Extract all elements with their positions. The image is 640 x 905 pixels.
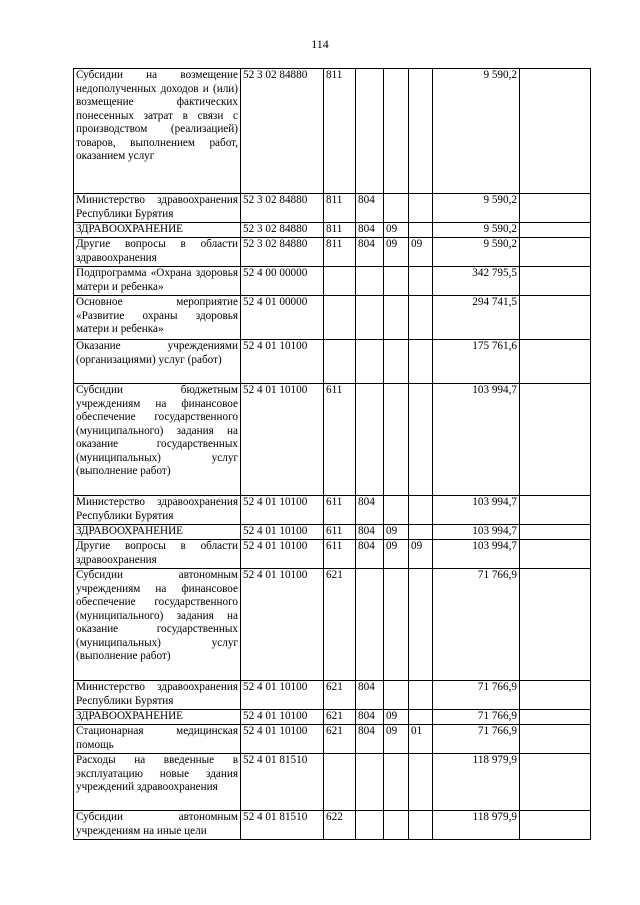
row-amount: 71 766,9	[433, 710, 520, 725]
row-amount: 103 994,7	[433, 384, 520, 496]
row-expense-type: 811	[324, 194, 356, 223]
row-expense-type: 621	[324, 725, 356, 754]
row-code: 52 3 02 84880	[241, 194, 324, 223]
row-expense-type: 611	[324, 384, 356, 496]
table-row	[74, 710, 591, 725]
row-expense-type	[324, 296, 356, 340]
row-subsection: 09	[409, 238, 433, 267]
row-empty-cell	[520, 238, 591, 267]
row-amount: 175 761,6	[433, 340, 520, 384]
row-empty-cell	[520, 340, 591, 384]
row-section	[384, 569, 409, 681]
table-row	[74, 754, 591, 811]
row-department: 804	[356, 525, 384, 540]
table-row	[74, 496, 591, 525]
row-name: Министерство здравоохранения Республики Бурятия	[74, 681, 241, 710]
row-name: ЗДРАВООХРАНЕНИЕ	[74, 525, 241, 540]
row-section: 09	[384, 223, 409, 238]
row-section	[384, 496, 409, 525]
row-expense-type: 611	[324, 540, 356, 569]
row-name: Министерство здравоохранения Республики Бурятия	[74, 194, 241, 223]
row-expense-type	[324, 754, 356, 811]
row-expense-type: 622	[324, 811, 356, 840]
row-section	[384, 194, 409, 223]
row-amount: 71 766,9	[433, 681, 520, 710]
row-department	[356, 296, 384, 340]
row-code: 52 4 01 10100	[241, 725, 324, 754]
row-name: Основное мероприятие «Развитие охраны здоровья матери и ребенка»	[74, 296, 241, 340]
row-amount: 103 994,7	[433, 525, 520, 540]
row-subsection	[409, 681, 433, 710]
row-subsection	[409, 525, 433, 540]
row-name: Другие вопросы в области здравоохранения	[74, 238, 241, 267]
row-department: 804	[356, 725, 384, 754]
row-section	[384, 754, 409, 811]
row-code: 52 4 01 81510	[241, 754, 324, 811]
table-row	[74, 525, 591, 540]
row-empty-cell	[520, 69, 591, 194]
row-name: Оказание учреждениями (организациями) услуг (работ)	[74, 340, 241, 384]
row-empty-cell	[520, 194, 591, 223]
row-code: 52 4 01 00000	[241, 296, 324, 340]
row-empty-cell	[520, 710, 591, 725]
row-expense-type: 621	[324, 569, 356, 681]
row-empty-cell	[520, 267, 591, 296]
row-subsection	[409, 754, 433, 811]
table-row	[74, 725, 591, 754]
row-department	[356, 569, 384, 681]
row-department	[356, 340, 384, 384]
table-row	[74, 238, 591, 267]
row-empty-cell	[520, 569, 591, 681]
table-row	[74, 540, 591, 569]
row-name: Субсидии автономным учреждениям на иные цели	[74, 811, 241, 840]
row-code: 52 4 01 10100	[241, 681, 324, 710]
row-subsection	[409, 811, 433, 840]
row-amount: 103 994,7	[433, 540, 520, 569]
row-amount: 342 795,5	[433, 267, 520, 296]
row-expense-type: 811	[324, 223, 356, 238]
table-row	[74, 811, 591, 840]
row-section	[384, 681, 409, 710]
row-department	[356, 754, 384, 811]
row-amount: 294 741,5	[433, 296, 520, 340]
row-amount: 118 979,9	[433, 754, 520, 811]
row-expense-type: 621	[324, 681, 356, 710]
row-subsection	[409, 223, 433, 238]
row-name: Субсидии на возмещение недополученных доходов и (или) возмещение фактических понесенных затрат в связи с производством (реализацией) товаров, выполнением работ, оказанием услуг	[74, 69, 241, 194]
row-section	[384, 340, 409, 384]
row-empty-cell	[520, 811, 591, 840]
row-empty-cell	[520, 496, 591, 525]
row-section: 09	[384, 725, 409, 754]
row-code: 52 4 01 10100	[241, 710, 324, 725]
row-subsection	[409, 69, 433, 194]
row-section: 09	[384, 540, 409, 569]
row-empty-cell	[520, 384, 591, 496]
row-code: 52 4 01 10100	[241, 340, 324, 384]
row-section	[384, 384, 409, 496]
row-department	[356, 384, 384, 496]
row-amount: 9 590,2	[433, 194, 520, 223]
row-section: 09	[384, 238, 409, 267]
row-empty-cell	[520, 540, 591, 569]
row-code: 52 3 02 84880	[241, 223, 324, 238]
row-section	[384, 267, 409, 296]
row-expense-type	[324, 340, 356, 384]
row-subsection	[409, 569, 433, 681]
row-amount: 9 590,2	[433, 238, 520, 267]
row-department: 804	[356, 194, 384, 223]
row-amount: 71 766,9	[433, 569, 520, 681]
page-number: 114	[311, 37, 329, 51]
table-row	[74, 223, 591, 238]
row-name: Расходы на введенные в эксплуатацию новые здания учреждений здравоохранения	[74, 754, 241, 811]
row-subsection	[409, 296, 433, 340]
row-code: 52 4 01 10100	[241, 525, 324, 540]
row-amount: 118 979,9	[433, 811, 520, 840]
row-department: 804	[356, 540, 384, 569]
budget-table	[73, 68, 591, 840]
row-department: 804	[356, 238, 384, 267]
table-row	[74, 267, 591, 296]
table-row	[74, 384, 591, 496]
row-section	[384, 296, 409, 340]
row-empty-cell	[520, 525, 591, 540]
row-code: 52 4 01 10100	[241, 569, 324, 681]
row-name: Субсидии автономным учреждениям на финансовое обеспечение государственного (муниципального) задания на оказание государственных (муниципальных) услуг (выполнение работ)	[74, 569, 241, 681]
table-row	[74, 569, 591, 681]
row-section	[384, 69, 409, 194]
row-subsection: 01	[409, 725, 433, 754]
row-code: 52 3 02 84880	[241, 69, 324, 194]
row-name: Другие вопросы в области здравоохранения	[74, 540, 241, 569]
row-subsection	[409, 267, 433, 296]
row-subsection	[409, 340, 433, 384]
row-department: 804	[356, 496, 384, 525]
row-amount: 9 590,2	[433, 69, 520, 194]
row-name: ЗДРАВООХРАНЕНИЕ	[74, 223, 241, 238]
row-expense-type: 621	[324, 710, 356, 725]
table-row	[74, 69, 591, 194]
row-subsection: 09	[409, 540, 433, 569]
row-section: 09	[384, 710, 409, 725]
row-expense-type: 811	[324, 238, 356, 267]
row-code: 52 4 01 10100	[241, 540, 324, 569]
row-empty-cell	[520, 681, 591, 710]
row-expense-type: 611	[324, 496, 356, 525]
row-name: Субсидии бюджетным учреждениям на финансовое обеспечение государственного (муниципального) задания на оказание государственных (муниципальных) услуг (выполнение работ)	[74, 384, 241, 496]
row-department	[356, 267, 384, 296]
table-row	[74, 681, 591, 710]
row-amount: 71 766,9	[433, 725, 520, 754]
row-expense-type: 811	[324, 69, 356, 194]
row-name: Министерство здравоохранения Республики Бурятия	[74, 496, 241, 525]
row-code: 52 4 01 10100	[241, 384, 324, 496]
row-department	[356, 811, 384, 840]
row-code: 52 4 01 10100	[241, 496, 324, 525]
row-empty-cell	[520, 754, 591, 811]
table-row	[74, 296, 591, 340]
row-section: 09	[384, 525, 409, 540]
table-row	[74, 340, 591, 384]
row-department	[356, 69, 384, 194]
row-subsection	[409, 194, 433, 223]
row-subsection	[409, 384, 433, 496]
row-code: 52 4 01 81510	[241, 811, 324, 840]
row-section	[384, 811, 409, 840]
row-name: ЗДРАВООХРАНЕНИЕ	[74, 710, 241, 725]
table-body	[74, 69, 591, 840]
row-amount: 103 994,7	[433, 496, 520, 525]
row-department: 804	[356, 681, 384, 710]
row-subsection	[409, 710, 433, 725]
table-row	[74, 194, 591, 223]
row-code: 52 4 00 00000	[241, 267, 324, 296]
row-department: 804	[356, 710, 384, 725]
row-expense-type: 611	[324, 525, 356, 540]
row-amount: 9 590,2	[433, 223, 520, 238]
row-expense-type	[324, 267, 356, 296]
row-code: 52 3 02 84880	[241, 238, 324, 267]
row-subsection	[409, 496, 433, 525]
row-name: Стационарная медицинская помощь	[74, 725, 241, 754]
row-empty-cell	[520, 725, 591, 754]
row-empty-cell	[520, 296, 591, 340]
row-department: 804	[356, 223, 384, 238]
row-name: Подпрограмма «Охрана здоровья матери и ребенка»	[74, 267, 241, 296]
row-empty-cell	[520, 223, 591, 238]
